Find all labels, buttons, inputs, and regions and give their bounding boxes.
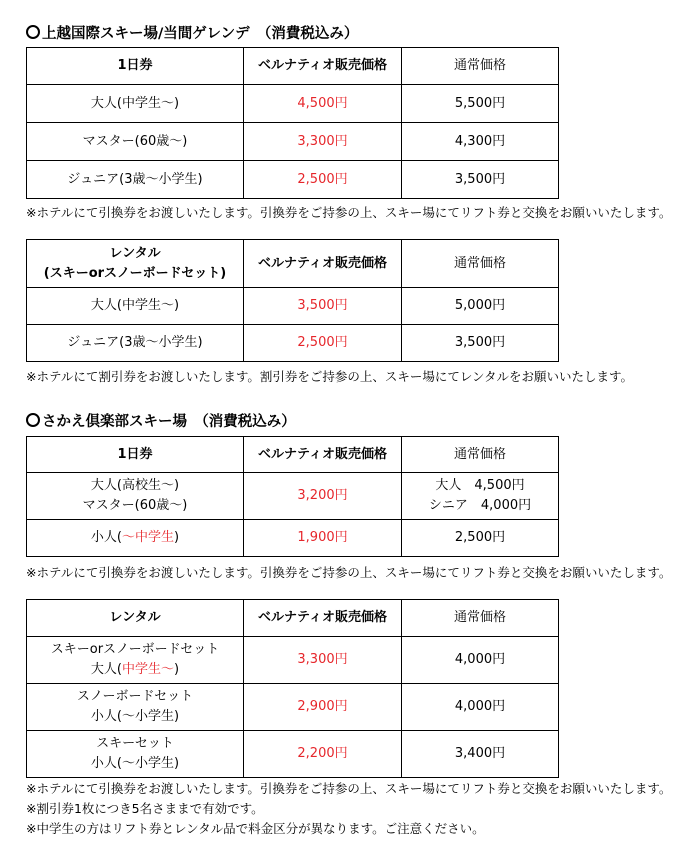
header-cell bbox=[27, 240, 244, 288]
table-header-row bbox=[27, 240, 559, 288]
row-label bbox=[27, 731, 244, 778]
label-prefix: 小人( bbox=[90, 530, 122, 545]
header-cell: ベルナティオ販売価格 bbox=[244, 48, 402, 85]
label-suffix: ) bbox=[174, 662, 180, 677]
table-row bbox=[27, 731, 559, 778]
header-cell: 1日券 bbox=[27, 48, 244, 85]
sale-price: 3,200円 bbox=[244, 473, 402, 520]
table-header-row bbox=[27, 600, 559, 637]
row-label bbox=[27, 520, 244, 557]
header-cell: ベルナティオ販売価格 bbox=[244, 600, 402, 637]
header-cell: 通常価格 bbox=[402, 437, 559, 473]
label-prefix: 大人( bbox=[90, 662, 122, 677]
table-header-row bbox=[27, 48, 559, 85]
regular-price: 5,000円 bbox=[402, 288, 559, 325]
table-row bbox=[27, 123, 559, 161]
sale-price: 1,900円 bbox=[244, 520, 402, 557]
note-text: ※中学生の方はリフト券とレンタル品で料金区分が異なります。ご注意ください。 bbox=[26, 821, 485, 836]
header-cell: ベルナティオ販売価格 bbox=[244, 240, 402, 288]
header-cell: ベルナティオ販売価格 bbox=[244, 437, 402, 473]
regular-price bbox=[402, 473, 559, 520]
row-label: 大人(中学生～) bbox=[27, 288, 244, 325]
row-label bbox=[27, 684, 244, 731]
sale-price: 4,500円 bbox=[244, 85, 402, 123]
regular-line: 大人 4,500円 bbox=[435, 478, 525, 493]
sakae-lift-table bbox=[26, 436, 559, 557]
row-label bbox=[27, 473, 244, 520]
row-label: ジュニア(3歳～小学生) bbox=[27, 325, 244, 362]
sale-price: 3,300円 bbox=[244, 123, 402, 161]
table-row bbox=[27, 85, 559, 123]
table-row bbox=[27, 684, 559, 731]
label-line: 小人(～小学生) bbox=[90, 709, 180, 724]
label-red: 中学生～ bbox=[121, 662, 174, 677]
table-row bbox=[27, 288, 559, 325]
regular-price: 3,400円 bbox=[402, 731, 559, 778]
circle-bullet-icon bbox=[26, 413, 40, 427]
circle-bullet-icon bbox=[26, 25, 40, 39]
label-line: スノーボードセット bbox=[76, 689, 194, 704]
label-line bbox=[27, 660, 243, 680]
sale-price: 2,500円 bbox=[244, 325, 402, 362]
table-row bbox=[27, 161, 559, 199]
table-row bbox=[27, 473, 559, 520]
header-cell: 通常価格 bbox=[402, 600, 559, 637]
label-line: スキーセット bbox=[96, 736, 174, 751]
regular-price: 3,500円 bbox=[402, 161, 559, 199]
sale-price: 3,500円 bbox=[244, 288, 402, 325]
row-label: 大人(中学生～) bbox=[27, 85, 244, 123]
label-suffix: ) bbox=[174, 530, 180, 545]
regular-price: 4,000円 bbox=[402, 684, 559, 731]
note-text: ※ホテルにて引換券をお渡しいたします。引換券をご持参の上、スキー場にてリフト券と交換をお願いいたします。 bbox=[26, 205, 672, 220]
regular-price: 4,000円 bbox=[402, 637, 559, 684]
section-title-joetsu bbox=[26, 22, 358, 43]
note-text: ※割引券1枚につき5名さままで有効です。 bbox=[26, 801, 264, 816]
table-row bbox=[27, 325, 559, 362]
table-header-row bbox=[27, 437, 559, 473]
section-title-sakae bbox=[26, 410, 296, 431]
header-cell: 1日券 bbox=[27, 437, 244, 473]
label-line: 小人(～小学生) bbox=[90, 756, 180, 771]
table-row bbox=[27, 637, 559, 684]
label-line: 大人(高校生～) bbox=[90, 478, 180, 493]
section-title-text: さかえ倶楽部スキー場 （消費税込み） bbox=[42, 414, 296, 430]
row-label: ジュニア(3歳～小学生) bbox=[27, 161, 244, 199]
label-red: ～中学生 bbox=[121, 530, 174, 545]
note-text: ※ホテルにて割引券をお渡しいたします。割引券をご持参の上、スキー場にてレンタルをお願いいたします。 bbox=[26, 369, 634, 384]
label-line: スキーorスノーボードセット bbox=[50, 642, 220, 657]
regular-price: 3,500円 bbox=[402, 325, 559, 362]
section-title-text: 上越国際スキー場/当間ゲレンデ （消費税込み） bbox=[42, 26, 359, 42]
table-row bbox=[27, 520, 559, 557]
regular-line: シニア 4,000円 bbox=[428, 498, 532, 513]
label-line: マスター(60歳～) bbox=[82, 498, 188, 513]
row-label: マスター(60歳～) bbox=[27, 123, 244, 161]
sale-price: 2,900円 bbox=[244, 684, 402, 731]
header-cell: 通常価格 bbox=[402, 240, 559, 288]
header-line: (スキーorスノーボードセット) bbox=[43, 265, 227, 281]
regular-price: 2,500円 bbox=[402, 520, 559, 557]
header-cell: レンタル bbox=[27, 600, 244, 637]
sale-price: 2,200円 bbox=[244, 731, 402, 778]
sale-price: 2,500円 bbox=[244, 161, 402, 199]
regular-price: 5,500円 bbox=[402, 85, 559, 123]
sakae-rental-table bbox=[26, 599, 559, 778]
regular-price: 4,300円 bbox=[402, 123, 559, 161]
joetsu-lift-table bbox=[26, 47, 559, 199]
row-label bbox=[27, 637, 244, 684]
sale-price: 3,300円 bbox=[244, 637, 402, 684]
header-line: レンタル bbox=[109, 245, 161, 261]
joetsu-rental-table bbox=[26, 239, 559, 362]
note-text: ※ホテルにて引換券をお渡しいたします。引換券をご持参の上、スキー場にてリフト券と交換をお願いいたします。 bbox=[26, 565, 672, 580]
note-text: ※ホテルにて引換券をお渡しいたします。引換券をご持参の上、スキー場にてリフト券と交換をお願いいたします。 bbox=[26, 781, 672, 796]
header-cell: 通常価格 bbox=[402, 48, 559, 85]
